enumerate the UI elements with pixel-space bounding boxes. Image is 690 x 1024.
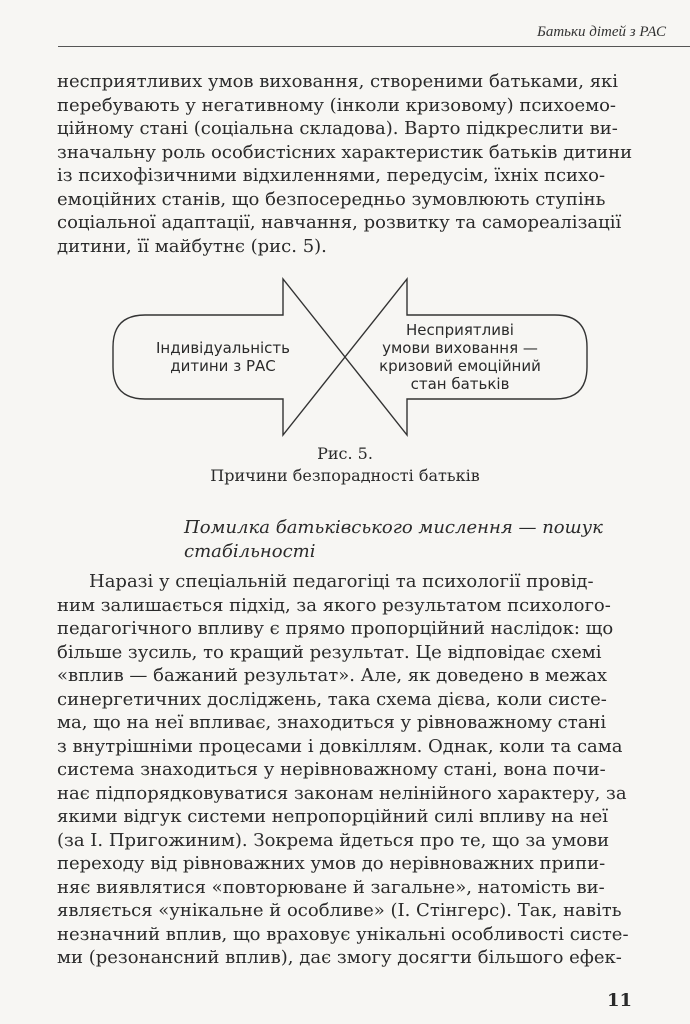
left-arrow-label: [133, 339, 313, 375]
text-line: якими відгук системи непропорційний силі впливу на неї: [57, 806, 609, 827]
text-line: «вплив — бажаний результат». Але, як доведено в межах: [57, 665, 608, 686]
text-line: Наразі у спеціальній педагогіці та психології провід-: [89, 571, 594, 592]
running-header: [0, 0, 690, 48]
text-line: няє виявлятися «повторюване й загальне», натомість ви-: [57, 876, 605, 898]
text-line: більше зусиль, то кращий результат. Це відповідає схемі: [57, 641, 602, 663]
label-line: кризовий емоційний: [379, 357, 541, 375]
text-line: значальну роль особистісних характеристик батьків дитини: [57, 141, 633, 163]
text-line: переходу від рівноважних умов до нерівноважних припи-: [57, 853, 606, 874]
text-line: із психофізичними відхиленнями, передусім, їхніх психо-: [57, 165, 606, 186]
text-line: являється «унікальне й особливе» (І. Стінгерс). Так, навіть: [57, 900, 622, 921]
text-line: система знаходиться у нерівноважному стані, вона почи-: [57, 759, 606, 780]
text-line: ційному стані (соціальна складова). Варто підкреслити ви-: [57, 118, 618, 139]
text-line: дитини, її майбутнє (рис. 5).: [57, 235, 327, 257]
text-line: ним залишається підхід, за якого результатом психолого-: [57, 594, 611, 616]
paragraph-2: [57, 570, 632, 970]
heading-line: Помилка батьківського мислення — пошук: [184, 517, 603, 538]
label-line: умови виховання —: [382, 339, 538, 357]
text-line: нає підпорядковуватися законам нелінійного характеру, за: [57, 782, 627, 804]
label-line: дитини з РАС: [170, 357, 276, 375]
heading-line: стабільності: [184, 541, 316, 562]
text-line: незначний вплив, що враховує унікальні особливості систе-: [57, 923, 629, 945]
running-header-title: Батьки дітей з РАС: [536, 24, 666, 40]
figure-5-diagram: [107, 277, 593, 437]
text-line: (за І. Пригожиним). Зокрема йдеться про те, що за умови: [57, 829, 610, 851]
header-rule: [58, 46, 690, 47]
figure-number: Рис. 5.: [317, 444, 373, 463]
text-line: соціальної адаптації, навчання, розвитку та самореалізації: [57, 212, 622, 233]
section-heading: [184, 516, 632, 564]
label-line: Несприятливі: [406, 321, 514, 339]
right-arrow-label: [361, 321, 559, 393]
text-line: ми (резонансний вплив), дає змогу досягти більшого ефек-: [57, 947, 622, 968]
label-line: стан батьків: [410, 375, 510, 393]
text-line: емоційних станів, що безпосередньо зумовлюють ступінь: [57, 188, 606, 210]
page-number: 11: [606, 990, 632, 1011]
text-line: несприятливих умов виховання, створеними батьками, які: [57, 71, 619, 92]
paragraph-1: [57, 70, 632, 258]
text-line: перебувають у негативному (інколи кризовому) психоемо-: [57, 94, 617, 116]
figure-caption: Причини безпорадності батьків: [210, 466, 480, 485]
text-line: синергетичних досліджень, така схема дієва, коли систе-: [57, 688, 607, 710]
text-line: з внутрішніми процесами і довкіллям. Однак, коли та сама: [57, 735, 623, 757]
text-line: педагогічного впливу є прямо пропорційний наслідок: що: [57, 618, 614, 639]
text-line: ма, що на неї впливає, знаходиться у рівноважному стані: [57, 712, 607, 733]
label-line: Індивідуальність: [155, 339, 291, 357]
